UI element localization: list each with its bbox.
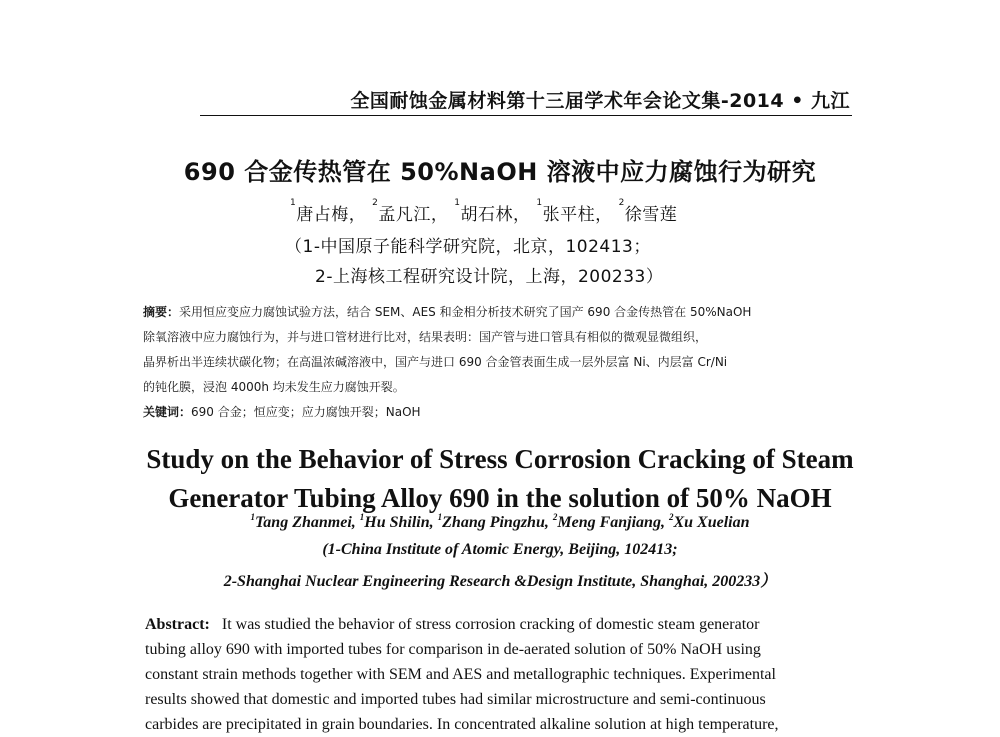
keywords-text: 690 合金；恒应变；应力腐蚀开裂；NaOH <box>191 405 421 419</box>
author-name: 徐雪莲 <box>624 205 678 225</box>
chinese-title: 690 合金传热管在 50%NaOH 溶液中应力腐蚀行为研究 <box>183 158 817 186</box>
author-name: Xu Xuelian <box>673 514 750 531</box>
abstract-text: 采用恒应变应力腐蚀试验方法，结合 SEM、AES 和金相分析技术研究了国产 690 合金传热管在 50%NaOH <box>179 305 752 319</box>
keywords-label: 关键词： <box>143 405 192 419</box>
author-mark: 2 <box>552 512 558 522</box>
abstract-line: results showed that domestic and imported tubes had similar microstructure and semi-continuous <box>145 691 766 708</box>
author-mark: 1 <box>290 198 297 208</box>
chinese-authors <box>290 200 677 225</box>
author-name: 唐占梅， <box>296 205 367 225</box>
author-name: Zhang Pingzhu, <box>442 514 553 531</box>
author-mark: 1 <box>454 198 461 208</box>
english-title-line: Study on the Behavior of Stress Corrosion Cracking of Steam <box>146 444 854 474</box>
abstract-line: constant strain methods together with SEM and AES and metallographic techniques. Experimental <box>145 666 776 683</box>
abstract-line: 除氧溶液中应力腐蚀行为，并与进口管材进行比对，结果表明：国产管与进口管具有相似的微观显微组织， <box>143 330 708 344</box>
abstract-line <box>145 612 855 637</box>
author-mark: 2 <box>668 512 674 522</box>
journal-header: 全国耐蚀金属材料第十三届学术年会论文集-2014 • 九江 <box>350 90 850 112</box>
chinese-affiliation-2: 2-上海核工程研究设计院，上海，200233） <box>315 267 664 287</box>
english-affiliation-2: 2-Shanghai Nuclear Engineering Research &Design Institute, Shanghai, 200233） <box>223 573 777 590</box>
author-name: 胡石林， <box>460 205 531 225</box>
author-name: 张平柱， <box>542 205 613 225</box>
abstract-label: 摘要： <box>143 305 180 319</box>
author-name: 孟凡江， <box>378 205 449 225</box>
author-name: Meng Fanjiang, <box>557 514 669 531</box>
abstract-line: tubing alloy 690 with imported tubes for comparison in de-aerated solution of 50% NaOH using <box>145 641 761 658</box>
author-mark: 1 <box>250 512 255 522</box>
english-title <box>100 440 900 518</box>
abstract-line <box>143 300 855 325</box>
abstract-line: 的钝化膜，浸泡 4000h 均未发生应力腐蚀开裂。 <box>143 380 405 394</box>
english-affiliation-1: (1-China Institute of Atomic Energy, Beijing, 102413; <box>322 541 678 558</box>
english-abstract <box>145 612 855 737</box>
header-rule <box>200 115 852 116</box>
chinese-abstract <box>143 300 855 425</box>
abstract-text: It was studied the behavior of stress corrosion cracking of domestic steam generator <box>221 616 760 633</box>
abstract-label: Abstract: <box>145 616 210 633</box>
english-authors <box>100 514 900 532</box>
keywords-line <box>143 400 855 425</box>
author-name: Hu Shilin, <box>364 514 438 531</box>
abstract-line: 晶界析出半连续状碳化物；在高温浓碱溶液中，国产与进口 690 合金管表面生成一层外层富 Ni、内层富 Cr/Ni <box>143 355 728 369</box>
english-title-line: Generator Tubing Alloy 690 in the solution of 50% NaOH <box>168 483 832 513</box>
author-mark: 2 <box>372 198 379 208</box>
author-mark: 1 <box>359 512 365 522</box>
chinese-affiliation-1: （1-中国原子能科学研究院，北京，102413； <box>285 237 651 257</box>
author-mark: 2 <box>618 198 625 208</box>
author-mark: 1 <box>437 512 443 522</box>
author-name: Tang Zhanmei, <box>255 514 360 531</box>
author-mark: 1 <box>536 198 543 208</box>
abstract-line: carbides are precipitated in grain boundaries. In concentrated alkaline solution at high temperature, <box>145 716 779 733</box>
